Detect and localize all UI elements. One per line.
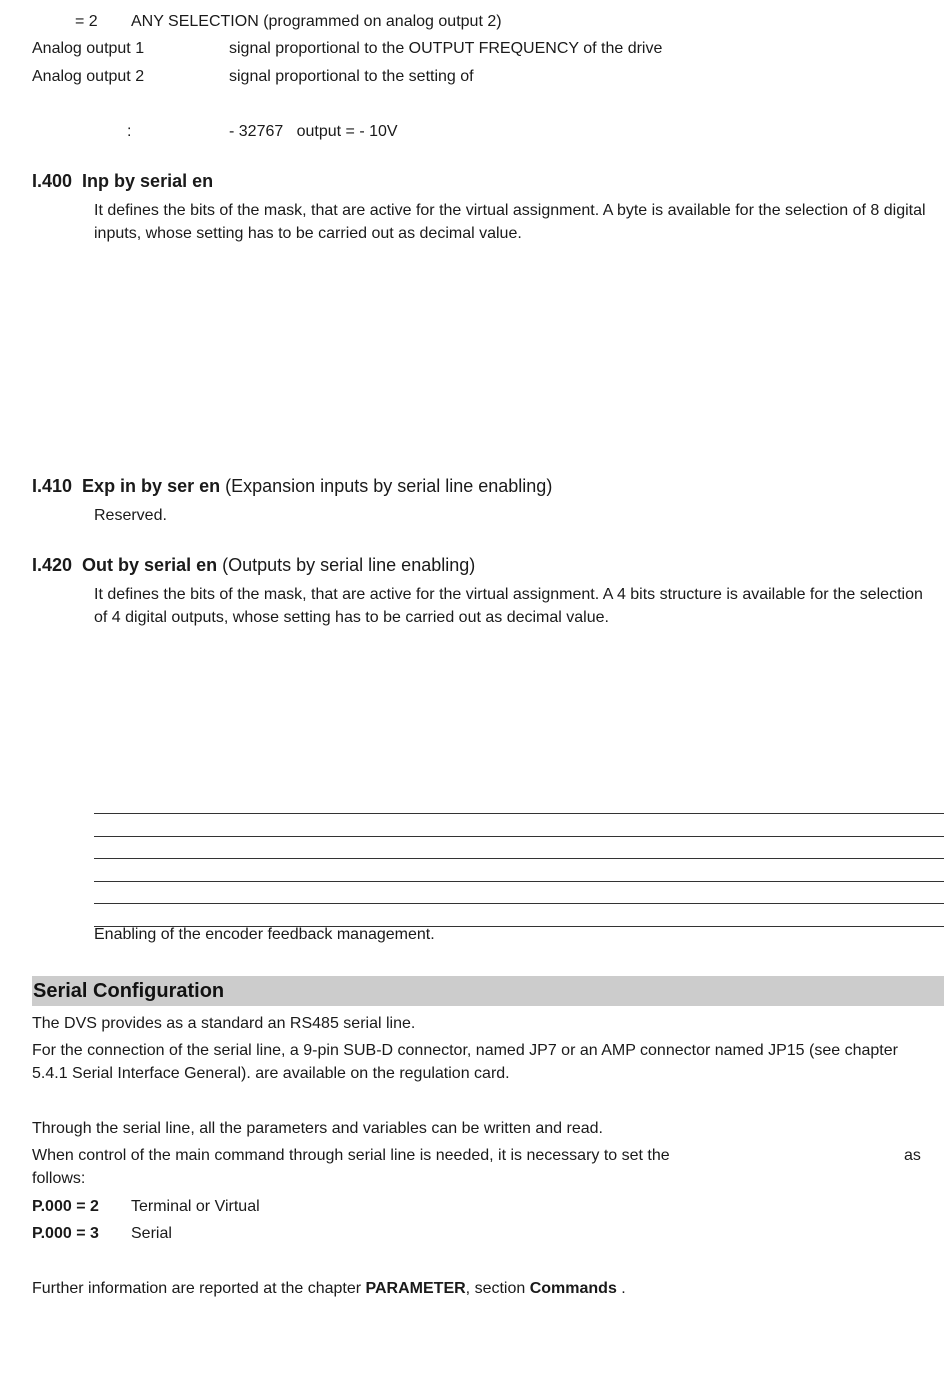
banner-title: Serial Configuration bbox=[33, 980, 225, 1002]
divider-line bbox=[94, 881, 944, 882]
row-value: ANY SELECTION (programmed on analog output 2) bbox=[131, 13, 502, 30]
divider-line bbox=[94, 903, 944, 904]
divider-line bbox=[94, 858, 944, 859]
section-heading bbox=[32, 555, 475, 575]
row-key: = 2 bbox=[75, 13, 98, 30]
paragraph: The DVS provides as a standard an RS485 serial line. bbox=[32, 1015, 416, 1032]
section-name: Inp by serial en bbox=[82, 171, 214, 191]
row-value: signal proportional to the setting of bbox=[229, 68, 474, 85]
further-info bbox=[32, 1279, 626, 1299]
paragraph: For the connection of the serial line, a 9-pin SUB-D connector, named JP7 or an AMP connector named JP15 (see chapter 5.4.1 Serial Interface General). are available on the regulation card. bbox=[32, 1042, 898, 1082]
section-heading bbox=[32, 476, 552, 496]
section-name: Out by serial en bbox=[82, 555, 218, 575]
section-banner bbox=[32, 976, 944, 1006]
section-code: I.410 bbox=[32, 476, 73, 496]
chapter-reference: PARAMETER bbox=[365, 1280, 466, 1297]
further-mid: , section bbox=[465, 1280, 526, 1297]
option-value: Serial bbox=[131, 1225, 172, 1242]
section-body: Reserved. bbox=[94, 507, 167, 524]
option-key: P.000 = 3 bbox=[32, 1225, 99, 1242]
option-key: P.000 = 2 bbox=[32, 1198, 99, 1215]
section-subtitle: (Outputs by serial line enabling) bbox=[222, 555, 476, 575]
section-code: I.400 bbox=[32, 171, 73, 191]
row-value: - 32767 output = - 10V bbox=[229, 123, 398, 140]
option-value: Terminal or Virtual bbox=[131, 1198, 260, 1215]
section-code: I.420 bbox=[32, 555, 73, 575]
row-key: Analog output 1 bbox=[32, 40, 145, 57]
section-name: Exp in by ser en bbox=[82, 476, 221, 496]
section-body: It defines the bits of the mask, that are active for the virtual assignment. A 4 bits structure is available for the selection of 4 digital outputs, whose setting has to be carried out as decimal value. bbox=[94, 586, 923, 626]
section-body: It defines the bits of the mask, that are active for the virtual assignment. A byte is available for the selection of 8 digital inputs, whose setting has to be carried out as decimal value. bbox=[94, 202, 926, 242]
section-subtitle: (Expansion inputs by serial line enabling) bbox=[225, 476, 553, 496]
section-reference: Commands bbox=[529, 1280, 617, 1297]
row-key: Analog output 2 bbox=[32, 68, 145, 85]
paragraph-tail: as bbox=[904, 1147, 921, 1164]
further-prefix: Further information are reported at the chapter bbox=[32, 1280, 362, 1297]
encoder-note: Enabling of the encoder feedback management. bbox=[94, 926, 435, 943]
row-key: : bbox=[127, 123, 132, 140]
paragraph: When control of the main command through serial line is needed, it is necessary to set the bbox=[32, 1147, 670, 1164]
divider-line bbox=[94, 836, 944, 837]
divider-line bbox=[94, 813, 944, 814]
paragraph: follows: bbox=[32, 1170, 86, 1187]
paragraph: Through the serial line, all the parameters and variables can be written and read. bbox=[32, 1120, 603, 1137]
section-heading bbox=[32, 171, 213, 191]
further-suffix: . bbox=[616, 1280, 626, 1297]
row-value: signal proportional to the OUTPUT FREQUENCY of the drive bbox=[229, 40, 663, 57]
